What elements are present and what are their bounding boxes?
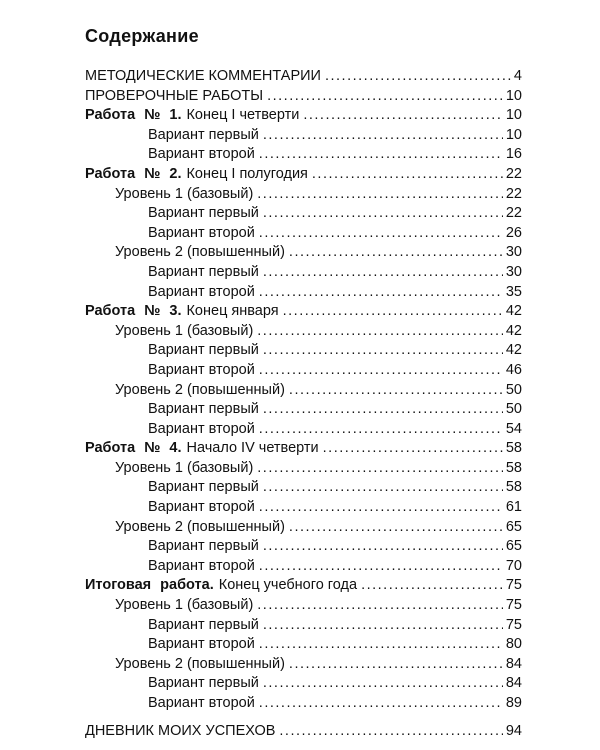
dot-leader — [259, 557, 503, 577]
toc-entry-text: Уровень 2 (повышенный) — [115, 244, 285, 261]
toc-page-number: 42 — [505, 322, 522, 339]
dot-leader — [289, 243, 503, 263]
dot-leader — [289, 381, 503, 401]
dot-leader — [263, 674, 503, 694]
toc-entry-label — [85, 302, 279, 322]
toc-entry-label — [148, 420, 255, 440]
toc-entry — [85, 381, 522, 401]
toc-page-number: 10 — [505, 126, 522, 143]
toc-entry-prefix: Работа № 1. — [85, 107, 182, 124]
toc-entry-label — [85, 67, 321, 87]
toc-entry-text: Конец января — [186, 303, 279, 320]
toc-page-number: 42 — [505, 342, 522, 359]
toc-entry — [85, 341, 522, 361]
toc-page-number: 65 — [505, 518, 522, 535]
toc-page-number: 35 — [505, 283, 522, 300]
dot-leader — [263, 478, 503, 498]
dot-leader — [259, 420, 503, 440]
toc-page-number: 26 — [505, 224, 522, 241]
toc-entry-text: Вариант первый — [148, 263, 259, 280]
toc-entry-label — [148, 694, 255, 714]
toc-entry-label — [148, 361, 255, 381]
toc-entry-label — [85, 165, 308, 185]
toc-entry-text: Уровень 2 (повышенный) — [115, 381, 285, 398]
dot-leader — [259, 694, 503, 714]
toc-entry-label — [115, 655, 285, 675]
dot-leader — [323, 439, 503, 459]
toc-entry — [85, 576, 522, 596]
toc-entry-prefix: Работа № 3. — [85, 303, 182, 320]
toc-entry-label — [148, 263, 259, 283]
toc-entry-label — [148, 400, 259, 420]
toc-entry-label — [85, 87, 263, 107]
toc-entry — [85, 185, 522, 205]
toc-page-number: 22 — [505, 205, 522, 222]
toc-entry-prefix: Итоговая работа. — [85, 577, 214, 594]
toc-page-number: 75 — [505, 597, 522, 614]
toc-entry — [85, 478, 522, 498]
toc-entry — [85, 126, 522, 146]
toc-entry — [85, 165, 522, 185]
toc-entry — [85, 557, 522, 577]
toc-entry-prefix: Работа № 4. — [85, 440, 182, 457]
toc-page-number: 80 — [505, 636, 522, 653]
toc-entry-text: Вариант второй — [148, 695, 255, 711]
dot-leader — [263, 616, 503, 636]
toc-page-number: 42 — [505, 303, 522, 320]
toc-entry-label — [115, 185, 253, 205]
dot-leader — [259, 145, 503, 165]
toc-entry — [85, 459, 522, 479]
dot-leader — [259, 361, 503, 381]
toc-entry — [85, 420, 522, 440]
toc-page-number: 84 — [505, 675, 522, 692]
toc-entry — [85, 694, 522, 714]
toc-entry — [85, 243, 522, 263]
toc-entry-text: Вариант второй — [148, 361, 255, 378]
dot-leader — [325, 67, 511, 87]
toc-entry-text: Уровень 2 (повышенный) — [115, 518, 285, 535]
toc-page-number: 54 — [505, 420, 522, 437]
toc-entry-text: Уровень 1 (базовый) — [115, 459, 254, 476]
toc-page-number: 84 — [505, 655, 522, 672]
toc-entry — [85, 596, 522, 616]
toc-entry — [85, 616, 522, 636]
dot-leader — [289, 655, 503, 675]
toc-entry-text: Конец I полугодия — [186, 165, 308, 182]
dot-leader — [289, 518, 503, 538]
toc-entry — [85, 400, 522, 420]
toc-entry-text: Конец учебного года — [218, 577, 358, 594]
toc-entry — [85, 204, 522, 224]
toc-entry-text: Вариант второй — [148, 283, 255, 300]
dot-leader — [267, 87, 503, 107]
toc-entry — [85, 635, 522, 655]
toc-entry-text: Вариант первый — [148, 342, 259, 359]
toc-entry-label — [85, 439, 319, 459]
toc-entry-label — [115, 322, 253, 342]
toc-entry-label — [148, 674, 259, 694]
dot-leader — [263, 537, 503, 557]
toc-entry-text: Уровень 2 (повышенный) — [115, 655, 285, 672]
toc-entry-label — [148, 616, 259, 636]
toc-page-number: 50 — [505, 401, 522, 418]
dot-leader — [283, 302, 503, 322]
toc-page-number: 22 — [505, 185, 522, 202]
toc-entry-label — [148, 635, 255, 655]
dot-leader — [263, 341, 503, 361]
toc-page-number: 94 — [505, 722, 522, 739]
toc-page-number: 16 — [505, 146, 522, 163]
toc-entry-text: Вариант первый — [148, 538, 259, 555]
toc-entry — [85, 498, 522, 518]
toc-entry-text: Вариант второй — [148, 499, 255, 516]
toc-page-number: 75 — [505, 616, 522, 633]
dot-leader — [279, 722, 502, 742]
toc-entry — [85, 145, 522, 165]
toc-entry-label — [148, 498, 255, 518]
toc-entry-label — [148, 126, 259, 146]
toc-entry-text: Вариант второй — [148, 557, 255, 574]
toc-entry — [85, 361, 522, 381]
toc-entry — [85, 439, 522, 459]
toc-entry-text: МЕТОДИЧЕСКИЕ КОММЕНТАРИИ — [85, 68, 321, 84]
toc-page-number: 46 — [505, 361, 522, 378]
toc-page-number: 75 — [505, 577, 522, 594]
dot-leader — [257, 322, 503, 342]
dot-leader — [263, 126, 503, 146]
toc-page-number: 58 — [505, 440, 522, 457]
toc-entry-label — [85, 106, 299, 126]
toc-entry-text: Вариант второй — [148, 224, 255, 241]
toc-page-number: 58 — [505, 479, 522, 496]
toc-entry — [85, 224, 522, 244]
toc-entry-text: Вариант первый — [148, 479, 259, 496]
toc-entry-label — [148, 341, 259, 361]
toc-entry-text: Вариант второй — [148, 420, 255, 437]
toc-entry-text: Начало IV четверти — [186, 440, 319, 457]
toc-entry-text: ПРОВЕРОЧНЫЕ РАБОТЫ — [85, 87, 264, 104]
toc-page-number: 10 — [505, 87, 522, 104]
toc-entry-text: Уровень 1 (базовый) — [115, 185, 254, 202]
toc-entry-label — [148, 224, 255, 244]
toc-page-number: 89 — [505, 695, 522, 711]
toc-page-number: 30 — [505, 244, 522, 261]
toc-page-number: 4 — [513, 68, 522, 84]
dot-leader — [312, 165, 503, 185]
toc-entry — [85, 322, 522, 342]
dot-leader — [361, 576, 503, 596]
toc-entry-label — [85, 722, 275, 742]
toc-list — [85, 67, 522, 741]
toc-entry-label — [115, 596, 253, 616]
toc-entry — [85, 722, 522, 742]
toc-entry — [85, 263, 522, 283]
dot-leader — [257, 596, 503, 616]
toc-entry-text: Вариант первый — [148, 616, 259, 633]
toc-entry — [85, 87, 522, 107]
dot-leader — [303, 106, 503, 126]
toc-entry — [85, 655, 522, 675]
toc-entry-text: Уровень 1 (базовый) — [115, 597, 254, 614]
toc-entry-label — [148, 557, 255, 577]
toc-entry-text: Вариант второй — [148, 146, 255, 163]
toc-entry-text: Вариант первый — [148, 126, 259, 143]
page-title: Содержание — [85, 26, 199, 46]
toc-entry-label — [148, 145, 255, 165]
toc-entry — [85, 106, 522, 126]
toc-entry-label — [115, 459, 253, 479]
toc-entry-label — [148, 478, 259, 498]
toc-entry — [85, 674, 522, 694]
toc-page-number: 50 — [505, 381, 522, 398]
toc-entry-prefix: Работа № 2. — [85, 165, 182, 182]
dot-leader — [259, 498, 503, 518]
toc-entry-label — [85, 576, 357, 596]
toc-entry-label — [148, 537, 259, 557]
toc-entry-label — [115, 243, 285, 263]
dot-leader — [257, 185, 503, 205]
dot-leader — [257, 459, 503, 479]
toc-entry — [85, 518, 522, 538]
dot-leader — [259, 283, 503, 303]
dot-leader — [263, 400, 503, 420]
toc-page-number: 30 — [505, 263, 522, 280]
toc-entry-label — [115, 381, 285, 401]
toc-entry-label — [148, 283, 255, 303]
toc-entry-text: Уровень 1 (базовый) — [115, 322, 254, 339]
toc-entry-text: ДНЕВНИК МОИХ УСПЕХОВ — [85, 722, 276, 739]
toc-entry — [85, 537, 522, 557]
dot-leader — [259, 224, 503, 244]
toc-entry — [85, 302, 522, 322]
toc-page-number: 10 — [505, 107, 522, 124]
toc-entry-label — [115, 518, 285, 538]
toc-page-number: 61 — [505, 499, 522, 516]
toc-entry-text: Конец I четверти — [186, 107, 300, 124]
toc-entry — [85, 67, 522, 87]
toc-page-number: 65 — [505, 538, 522, 555]
toc-page-number: 70 — [505, 557, 522, 574]
toc-page-number: 58 — [505, 459, 522, 476]
toc-entry-text: Вариант первый — [148, 401, 259, 418]
toc-entry-text: Вариант второй — [148, 636, 255, 653]
toc-entry-text: Вариант первый — [148, 675, 259, 692]
toc-entry — [85, 283, 522, 303]
toc-entry-label — [148, 204, 259, 224]
toc-page-number: 22 — [505, 165, 522, 182]
toc-entry-text: Вариант первый — [148, 205, 259, 222]
dot-leader — [259, 635, 503, 655]
dot-leader — [263, 204, 503, 224]
dot-leader — [263, 263, 503, 283]
